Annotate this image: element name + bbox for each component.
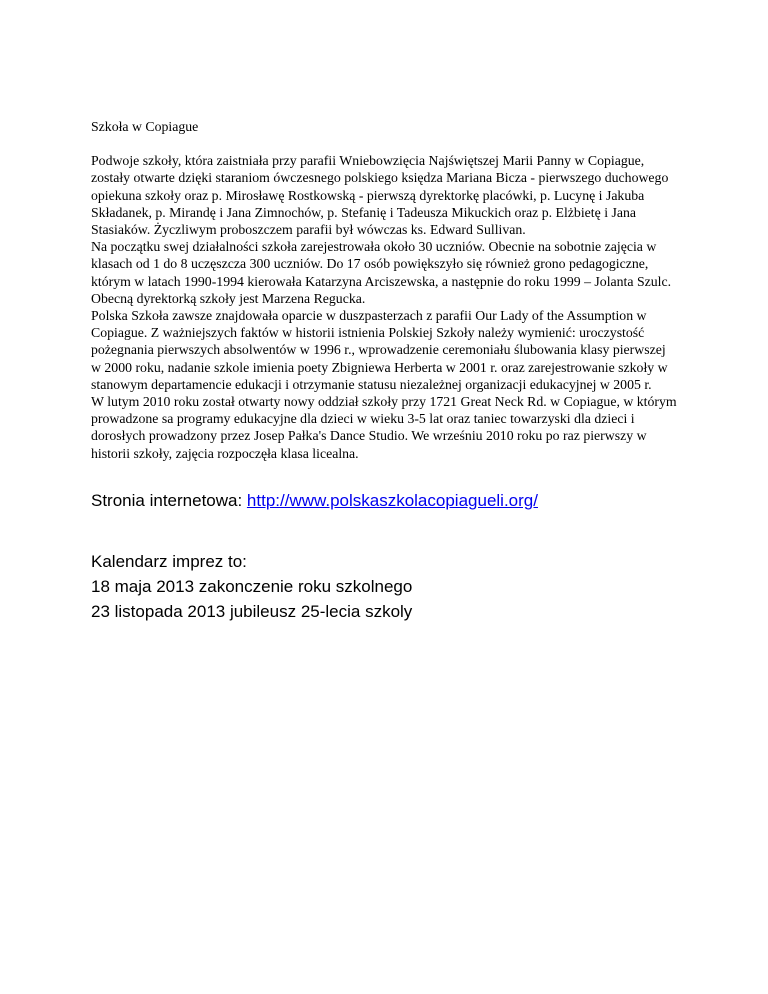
calendar-heading: Kalendarz imprez to: <box>91 551 247 571</box>
body-paragraph: W lutym 2010 roku został otwarty nowy oddział szkoły przy 1721 Great Neck Rd. w Copiague, w którym prowadzone sa programy edukacyjne dla dzieci w wieku 3-5 lat oraz taniec towarzyski dla dzieci i dorosłych prowadzony przez Josep Pałka's Dance Studio. We wrześniu 2010 roku po raz pierwszy w historii szkoły, zajęcia rozpoczęła klasa licealna. <box>91 394 677 461</box>
website-label: Stronia internetowa: <box>91 490 247 510</box>
calendar-event: 18 maja 2013 zakonczenie roku szkolnego <box>91 576 413 596</box>
website-line <box>91 488 678 513</box>
body-paragraph: Polska Szkoła zawsze znajdowała oparcie w duszpasterzach z parafii Our Lady of the Assumption w Copiague. Z ważniejszych faktów w historii istnienia Polskiej Szkoły należy wymienić: uroczystość pożegnania pierwszych absolwentów w 1996 r., wprowadzenie ceremoniału ślubowania klasy pierwszej w 2000 roku, nadanie szkole imienia poety Zbigniewa Herberta w 2001 r. oraz zarejestrowanie szkoły w stanowym departamencie edukacji i otrzymanie statusu niezależnej organizacji edukacyjnej w 2005 r. <box>91 308 668 392</box>
calendar-section <box>91 549 678 624</box>
body-paragraph: Na początku swej działalności szkoła zarejestrowała około 30 uczniów. Obecnie na sobotnie zajęcia w klasach od 1 do 8 uczęszcza 300 uczniów. Do 17 osób powiększyło się również grono pedagogiczne, którym w latach 1990-1994 kierowała Katarzyna Arciszewska, a następnie do roku 1999 – Jolanta Szulc. Obecną dyrektorką szkoły jest Marzena Regucka. <box>91 239 672 306</box>
document-title: Szkoła w Copiague <box>91 119 199 134</box>
body-paragraph: Podwoje szkoły, która zaistniała przy parafii Wniebowzięcia Najświętszej Marii Panny w Copiague, zostały otwarte dzięki staraniom ówczesnego polskiego księdza Mariana Bicza - pierwszego duchowego opiekuna szkoły oraz p. Mirosławę Rostkowską - pierwszą dyrektorkę placówki, p. Lucynę i Jakuba Składanek, p. Mirandę i Jana Zimnochów, p. Stefanię i Tadeusza Mikuckich oraz p. Elżbietę i Jana Stasiaków. Życzliwym proboszczem parafii był wówczas ks. Edward Sullivan. <box>91 153 669 238</box>
document-body <box>91 152 678 462</box>
calendar-event: 23 listopada 2013 jubileusz 25-lecia szkoly <box>91 601 413 621</box>
website-link[interactable]: http://www.polskaszkolacopiagueli.org/ <box>246 490 538 510</box>
